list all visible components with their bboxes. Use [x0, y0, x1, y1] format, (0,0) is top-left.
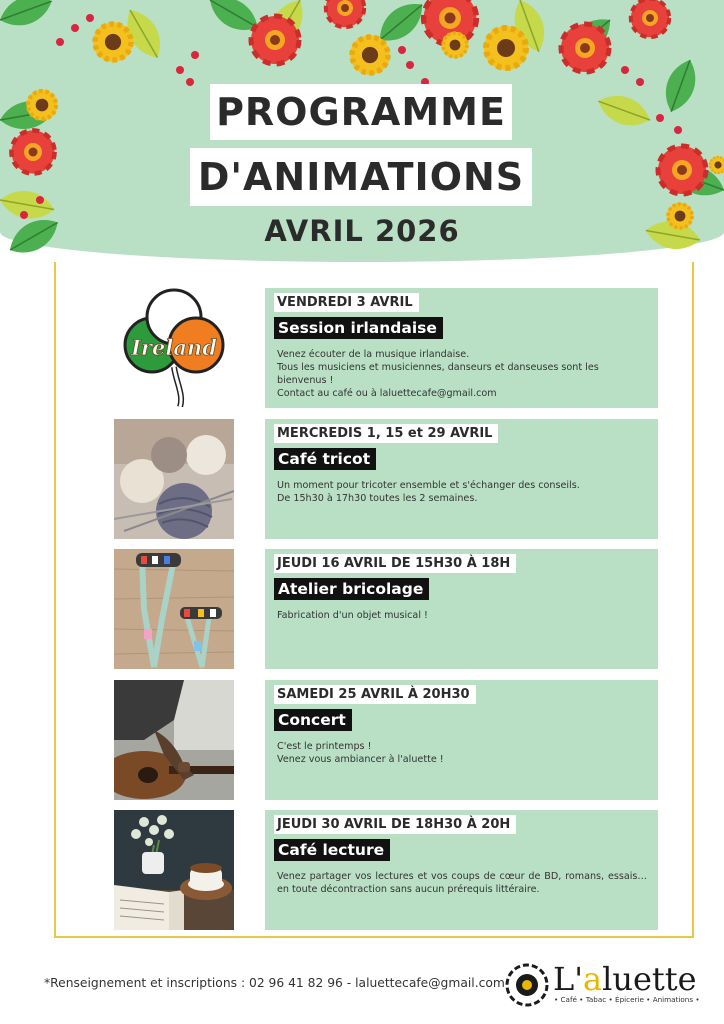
- event-image-reading: [114, 810, 234, 930]
- title-line-1: PROGRAMME: [210, 84, 512, 140]
- logo-tagline: • Café • Tabac • Épicerie • Animations •: [554, 995, 700, 1004]
- event-date: JEUDI 16 AVRIL DE 15H30 À 18H: [274, 554, 516, 573]
- event-date: SAMEDI 25 AVRIL À 20H30: [274, 685, 476, 704]
- footer-contact: *Renseignement et inscriptions : 02 96 41 82 96 - laluettecafe@gmail.com: [44, 976, 505, 990]
- event-description: Fabrication d'un objet musical !: [277, 610, 428, 621]
- event-date: MERCREDIS 1, 15 et 29 AVRIL: [274, 424, 498, 443]
- event-name: Session irlandaise: [274, 317, 443, 339]
- event-card-concert: [265, 680, 658, 800]
- event-card-irish-session: [265, 288, 658, 408]
- event-name: Atelier bricolage: [274, 578, 429, 600]
- ireland-patch-text: Ireland: [131, 335, 217, 360]
- event-date: VENDREDI 3 AVRIL: [274, 293, 419, 312]
- event-image-craft-workshop: [114, 549, 234, 669]
- event-name: Concert: [274, 709, 352, 731]
- event-image-knitting: [114, 419, 234, 539]
- event-description: Venez écouter de la musique irlandaise. Tous les musiciens et musiciennes, danseurs et danseuses sont les bienvenus ! Contact au café ou à laluettecafe@gmail.com: [277, 349, 599, 399]
- logo-emblem-icon: [504, 962, 550, 1008]
- event-date: JEUDI 30 AVRIL DE 18H30 À 20H: [274, 815, 516, 834]
- event-card-reading: [265, 810, 658, 930]
- title-line-2: D'ANIMATIONS: [190, 148, 532, 206]
- event-description: C'est le printemps ! Venez vous ambiancer à l'aluette !: [277, 741, 444, 765]
- logo-wordmark: L'aluette: [553, 960, 697, 998]
- event-image-concert: [114, 680, 234, 800]
- event-name: Café lecture: [274, 839, 390, 861]
- event-card-knitting: [265, 419, 658, 539]
- event-description: Un moment pour tricoter ensemble et s'échanger des conseils. De 15h30 à 17h30 toutes les 2 semaines.: [277, 480, 580, 504]
- brand-logo: [504, 960, 700, 1010]
- event-description: Venez partager vos lectures et vos coups de cœur de BD, romans, essais… en toute décontraction sans aucun prérequis littéraire.: [277, 871, 647, 895]
- event-image-irish-session: [114, 287, 234, 407]
- event-card-craft-workshop: [265, 549, 658, 669]
- period-label: AVRIL 2026: [264, 214, 460, 248]
- event-name: Café tricot: [274, 448, 376, 470]
